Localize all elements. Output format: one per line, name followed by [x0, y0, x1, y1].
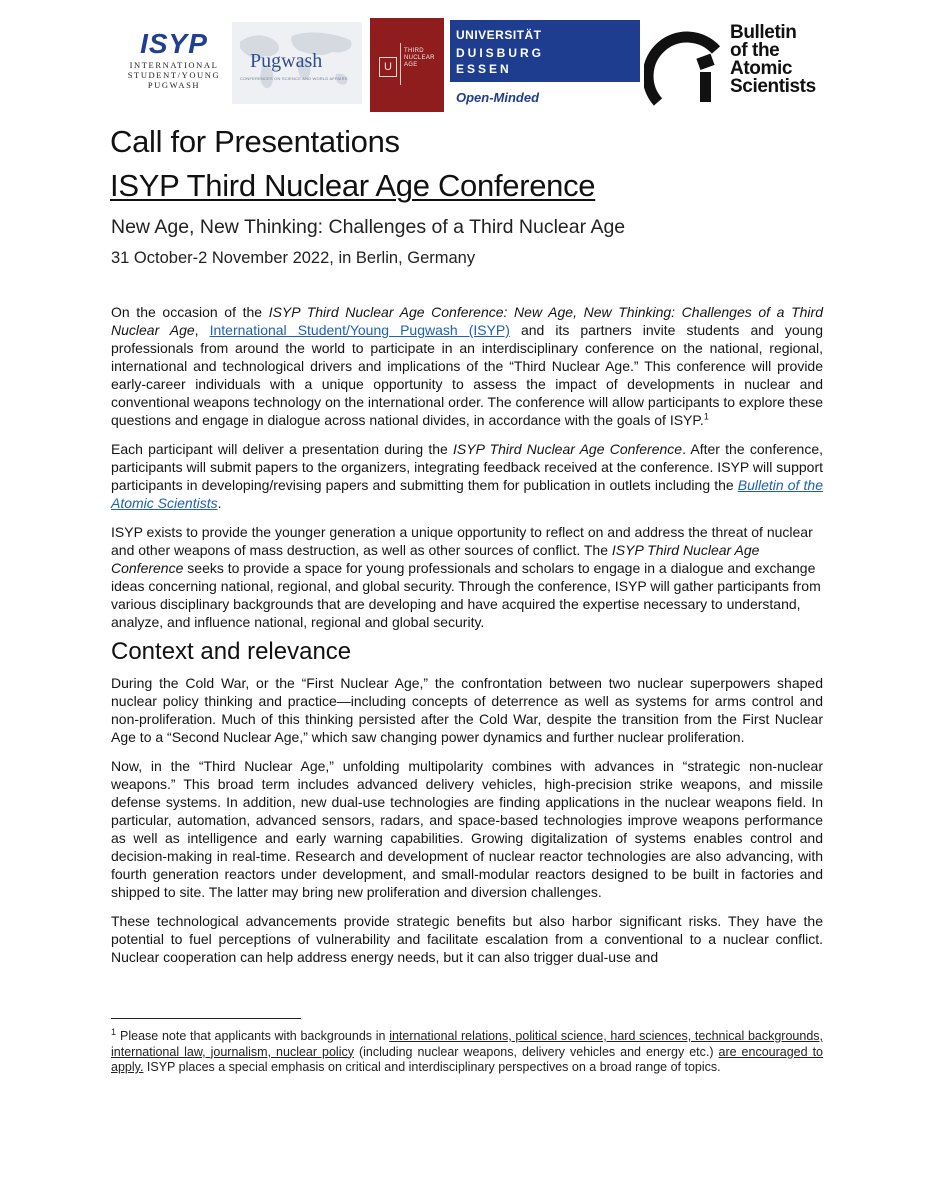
- context-paragraph-1: During the Cold War, or the “First Nuclear Age,” the confrontation between two nuclear superpowers shaped nuclear policy thinking and practice—including concepts of deterrence as well as systems for arms control and non-proliferation. Much of this thinking persisted after the Cold War, despite the transition from the First Nuclear Age to a “Second Nuclear Age,” which saw changing power dynamics and further nuclear proliferation.: [111, 675, 823, 745]
- isyp-logo-sub2: STUDENT/YOUNG: [127, 70, 221, 80]
- logo-strip: [0, 14, 932, 104]
- isyp-link[interactable]: International Student/Young Pugwash (ISYP): [209, 322, 510, 338]
- pugwash-logo-tagline: CONFERENCES ON SCIENCE AND WORLD AFFAIRS: [240, 76, 348, 81]
- ude-logo-band: [450, 20, 640, 82]
- footnote-mark: 1: [111, 1026, 117, 1037]
- bulletin-link[interactable]: Bulletin of the Atomic Scientists: [111, 477, 823, 511]
- footnote-divider: [111, 1018, 301, 1019]
- intro-paragraph: On the occasion of the ISYP Third Nuclear Age Conference: New Age, New Thinking: Challenges of a Third Nuclear Age, International Student/Young Pugwash (ISYP) and its partners invite students and young professionals from around the world to participate in an interdisciplinary conference on the national, regional, international and technological drivers and implications of the “Third Nuclear Age.” This conference will provide early-career individuals with a unique opportunity to assess the impact of developments in nuclear and conventional weapons technology on the international order. The conference will allow participants to explore these questions and engage in dialogue across national divides, in accordance with the goals of ISYP.$^1$: [111, 304, 823, 428]
- third-nuclear-age-logo: [370, 18, 444, 112]
- isyp-logo-sub1: INTERNATIONAL: [129, 60, 219, 70]
- conference-title: ISYP Third Nuclear Age Conference: [110, 168, 596, 203]
- participants-paragraph: Each participant will deliver a presentation during the ISYP Third Nuclear Age Conference. After the conference, participants will submit papers to the organizers, integrating feedback received at the conference. ISYP will support participants in developing/revising papers and submitting them for publication in outlets including the Bulletin of the Atomic Scientists.: [111, 441, 823, 511]
- pugwash-logo: [232, 22, 362, 104]
- doomsday-clock-icon: [644, 30, 728, 110]
- tna-logo-mark: U: [379, 57, 397, 77]
- bulletin-logo: [644, 20, 834, 114]
- footnote: $^1$ Please note that applicants with backgrounds in international relations, political science, hard sciences, technical backgrounds, international law, journalism, nuclear policy (including nuclear weapons, delivery vehicles and energy etc.) are encouraged to apply. ISYP places a special emphasis on critical and interdisciplinary perspectives on a broad range of topics.: [111, 1026, 824, 1074]
- isyp-mission-paragraph: ISYP exists to provide the younger generation a unique opportunity to reflect on and address the threat of nuclear and other weapons of mass destruction, as well as other sources of conflict. The ISYP Third Nuclear Age Conference seeks to provide a space for young professionals and scholars to engage in a dialogue and exchange ideas concerning national, regional, and global security. Through the conference, ISYP will gather participants from various disciplinary backgrounds that are developing and have acquired the expertise necessary to understand, analyze, and influence national, regional and global security.: [111, 524, 821, 630]
- ude-logo: [450, 20, 640, 112]
- isyp-logo-mark: ISYP: [140, 28, 208, 59]
- ude-logo-slogan: Open-Minded: [456, 90, 540, 105]
- main-content: [111, 303, 823, 966]
- context-paragraph-3: These technological advancements provide strategic benefits but also harbor significant risks. They have the potential to fuel perceptions of vulnerability and facilitate escalation from a conventional to a nuclear conflict. Nuclear cooperation can help address energy needs, but it can also trigger dual-use and: [111, 913, 823, 965]
- tna-logo-divider: [400, 43, 401, 85]
- isyp-logo-sub3: PUGWASH: [147, 80, 201, 90]
- bulletin-logo-text: Bulletin of the Atomic Scientists: [730, 22, 816, 97]
- ude-logo-line2: DUISBURG: [456, 46, 545, 60]
- footnote-ref[interactable]: 1: [703, 411, 709, 422]
- ude-logo-line3: ESSEN: [456, 62, 512, 76]
- context-paragraph-2: Now, in the “Third Nuclear Age,” unfolding multipolarity combines with advances in “strategic non-nuclear weapons.” This broad term includes advanced delivery vehicles, high-precision strike weapons, and missile defense systems. In addition, new dual-use technologies are finding applications in the nuclear weapons field. In particular, automation, advanced sensors, radars, and space-based technologies improve weapons performance as well as intelligence and early warning capabilities. Growing digitalization of systems enables control and decision-making in real-time. Research and development of nuclear reactor technologies are also advancing, with fourth generation reactors under development, and small-modular reactors designed to be built in factories and shipped to site. The latter may bring new proliferation and diversion challenges.: [111, 758, 823, 900]
- conference-subtitle: New Age, New Thinking: Challenges of a Third Nuclear Age: [111, 216, 626, 238]
- isyp-logo: [118, 28, 230, 94]
- context-heading: Context and relevance: [111, 638, 352, 665]
- page-title: Call for Presentations: [110, 124, 400, 159]
- tna-logo-text: THIRD NUCLEAR AGE: [404, 48, 435, 68]
- pugwash-logo-word: Pugwash: [250, 50, 323, 72]
- conference-date-place: 31 October-2 November 2022, in Berlin, Germany: [111, 249, 476, 267]
- ude-logo-line1: UNIVERSITÄT: [456, 28, 542, 42]
